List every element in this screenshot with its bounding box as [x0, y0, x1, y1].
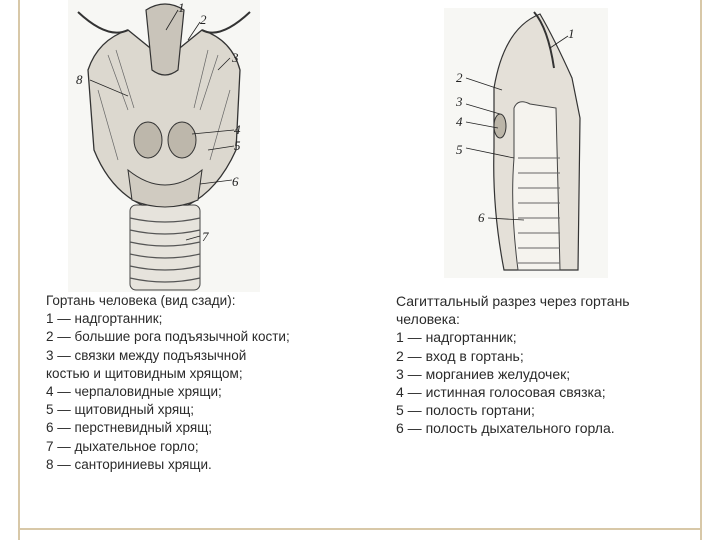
- larynx-sagittal-figure: [444, 8, 608, 278]
- left-caption-item: костью и щитовидным хрящом;: [46, 365, 243, 381]
- right-caption-title-line2: человека:: [396, 311, 460, 328]
- left-caption-item: 4 — черпаловидные хрящи;: [46, 384, 222, 400]
- left-fig-label-2: 2: [200, 12, 207, 27]
- right-caption-title-line1: Сагиттальный разрез через гортань: [396, 293, 630, 309]
- left-caption-item: 7 — дыхательное горло;: [46, 438, 199, 454]
- frame-line-left: [18, 0, 20, 540]
- left-caption-item: 2 — большие рога подъязычной кости;: [46, 329, 290, 345]
- right-caption-item: 3 — морганиев желудочек;: [396, 365, 571, 382]
- right-fig-label-2: 2: [456, 70, 463, 85]
- right-caption-item: 5 — полость гортани;: [396, 402, 535, 419]
- left-caption-item: 8 — санториниевы хрящи.: [46, 456, 212, 472]
- frame-line-right: [700, 0, 702, 540]
- right-fig-label-6: 6: [478, 210, 485, 225]
- right-fig-label-1: 1: [568, 26, 575, 41]
- larynx-sagittal-drawing: [444, 8, 608, 278]
- larynx-posterior-drawing: [68, 0, 260, 292]
- left-caption: [46, 292, 376, 474]
- right-caption-item: 1 — надгортанник;: [396, 329, 517, 346]
- left-fig-label-1: 1: [178, 0, 185, 15]
- left-fig-label-3: 3: [232, 50, 239, 65]
- right-caption-item: 4 — истинная голосовая связка;: [396, 384, 606, 401]
- frame-line-bottom: [18, 528, 702, 530]
- right-fig-label-3: 3: [456, 94, 463, 109]
- larynx-posterior-figure: [68, 0, 260, 292]
- right-fig-label-4: 4: [456, 114, 463, 129]
- right-fig-label-5: 5: [456, 142, 463, 157]
- left-fig-label-5: 5: [234, 138, 241, 153]
- left-fig-label-8: 8: [76, 72, 83, 87]
- left-caption-item: 1 — надгортанник;: [46, 311, 163, 327]
- left-fig-label-7: 7: [202, 229, 209, 244]
- left-caption-item: 5 — щитовидный хрящ;: [46, 402, 195, 418]
- right-caption-item: 6 — полость дыхательного горла.: [396, 420, 615, 437]
- left-fig-label-6: 6: [232, 174, 239, 189]
- right-caption-item: 2 — вход в гортань;: [396, 347, 524, 364]
- left-caption-item: 6 — перстневидный хрящ;: [46, 420, 213, 436]
- left-caption-item: 3 — связки между подъязычной: [46, 347, 247, 363]
- right-caption: [396, 292, 696, 438]
- left-caption-title: Гортань человека (вид сзади):: [46, 293, 236, 308]
- left-fig-label-4: 4: [234, 122, 241, 137]
